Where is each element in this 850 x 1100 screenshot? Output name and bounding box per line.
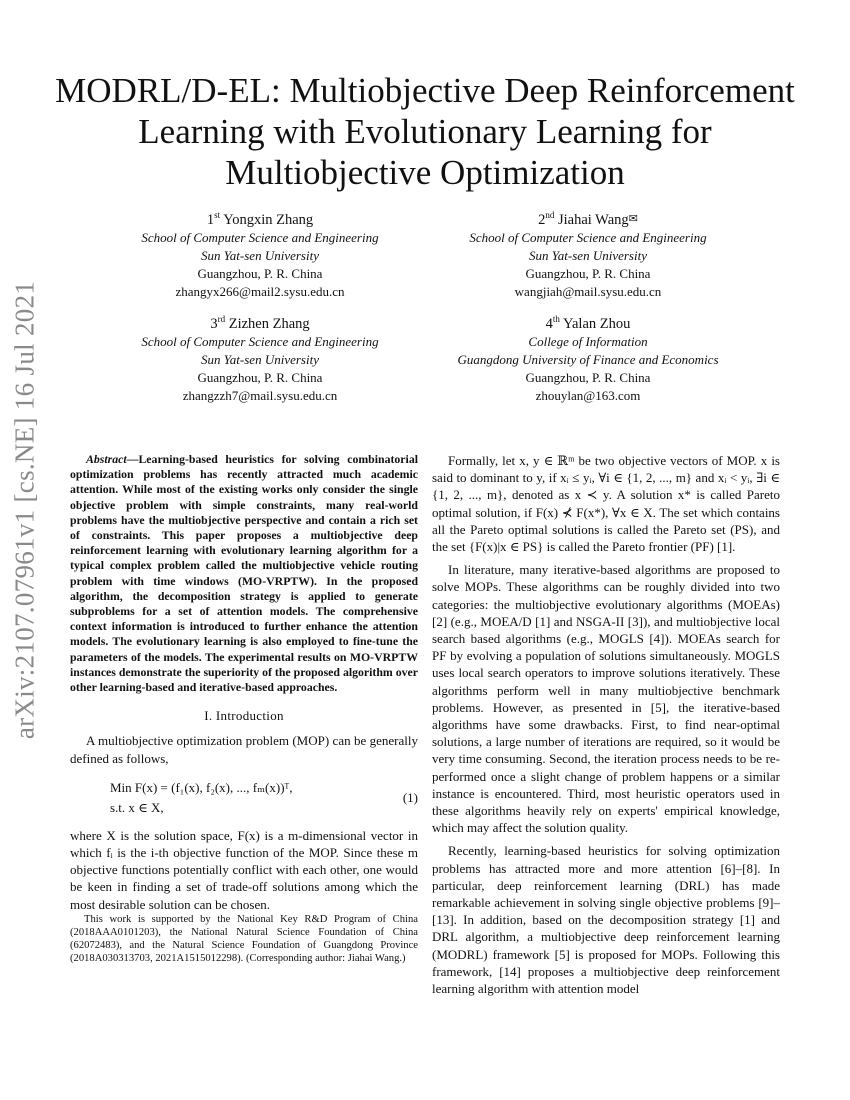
- author-block-1: 1st Yongxin Zhang School of Computer Science and Engineering Sun Yat-sen University Guangzhou, P. R. China zhangyx266@mail2.sysu.edu.cn: [90, 206, 430, 301]
- equation-number: (1): [402, 789, 418, 805]
- left-column: [70, 452, 418, 966]
- author-location: Guangzhou, P. R. China: [197, 265, 323, 281]
- author-block-2: 2nd Jiahai Wang✉ School of Computer Science and Engineering Sun Yat-sen University Guangzhou, P. R. China wangjiah@mail.sysu.edu.cn: [418, 206, 758, 301]
- equation-line: Min F(x) = (f₁(x), f₂(x), ..., fₘ(x))ᵀ,: [110, 779, 293, 795]
- author-affiliation: Sun Yat-sen University: [529, 247, 647, 263]
- author-location: Guangzhou, P. R. China: [525, 265, 651, 281]
- author-name: Zizhen Zhang: [228, 315, 310, 332]
- author-email: wangjiah@mail.sysu.edu.cn: [514, 283, 662, 299]
- author-affiliation: Sun Yat-sen University: [201, 351, 319, 367]
- author-block-4: 4th Yalan Zhou College of Information Guangdong University of Finance and Economics Guangzhou, P. R. China zhouylan@163.com: [418, 310, 758, 405]
- body-paragraph: Recently, learning-based heuristics for solving optimization problems has attracted more and more attention [6]–[8]. In particular, deep reinforcement learning (DRL) has made remarkable achievement in solving single objective problems [9]–[13]. In addition, based on the decomposition strategy [1] and DRL algorithm, a multiobjective deep reinforcement learning (MODRL) framework [5] is proposed for MOPs. Following this framework, [14] proposes a multiobjective deep reinforcement learning algorithm with attention model: [432, 843, 780, 997]
- arxiv-sidebar-stamp: [2, 280, 48, 740]
- right-column: [432, 452, 780, 997]
- abstract-label: Abstract: [86, 452, 127, 466]
- equation-1: [70, 775, 418, 821]
- author-location: Guangzhou, P. R. China: [197, 369, 323, 385]
- author-email: zhangzzh7@mail.sysu.edu.cn: [182, 387, 338, 403]
- body-paragraph: In literature, many iterative-based algorithms are proposed to solve MOPs. These algorithms can be roughly divided into two categories: the multiobjective evolutionary algorithms (MOEAs) [2] (e.g., MOEA/D [1] and NSGA-II [3]), and multiobjective local search based algorithms (e.g., MOGLS [4]). MOEAs search for PF by evolving a population of solutions simultaneously. MOGLS uses local search operators to improve solutions iteratively. These algorithms perform well in many multiobjective benchmark problems. However, as presented in [5], the iterative-based algorithms have some drawbacks. First, to find near-optimal solutions, a large number of iterations are required, so it would be very time consuming. Second, the iteration process needs to be re-performed once a slight change of problem happens or a similar instance is encountered. Third, most heuristic operators used in these algorithms heavily rely on experts' empirical knowledge, which may affect the solution quality.: [432, 562, 780, 836]
- author-affiliation: Guangdong University of Finance and Economics: [457, 351, 719, 367]
- author-affiliation: College of Information: [528, 333, 648, 349]
- author-block-3: 3rd Zizhen Zhang School of Computer Science and Engineering Sun Yat-sen University Guangzhou, P. R. China zhangzzh7@mail.sysu.edu.cn: [90, 310, 430, 405]
- author-affiliation: School of Computer Science and Engineering: [469, 229, 707, 245]
- section-heading: I. Introduction: [204, 708, 284, 724]
- author-affiliation: School of Computer Science and Engineering: [141, 333, 379, 349]
- funding-footnote: This work is supported by the National Key R&D Program of China (2018AAA0101203), the National Natural Science Foundation of China (62072483), and the Natural Science Foundation of Guangdong Province (2018A030313703, 2021A1515012298). (Corresponding author: Jiahai Wang.): [70, 913, 418, 965]
- abstract: [70, 452, 418, 695]
- arxiv-id: arXiv:2107.07961v1 [cs.NE] 16 Jul 2021: [9, 280, 40, 740]
- paper-title: MODRL/D-EL: Multiobjective Deep Reinforcement Learning with Evolutionary Learning for Multiobjective Optimization: [55, 71, 795, 192]
- author-affiliation: School of Computer Science and Engineering: [141, 229, 379, 245]
- body-paragraph: Formally, let x, y ∈ ℝᵐ be two objective vectors of MOP. x is said to dominant to y, if xᵢ ≤ yᵢ, ∀i ∈ {1, 2, ..., m} and xᵢ < yᵢ, ∃i ∈ {1, 2, ..., m}, denoted as x ≺ y. A solution x* is called Pareto optimal solution, if F(x) ⊀ F(x*), ∀x ∈ X. The set which contains all the Pareto optimal solutions is called the Pareto set (PS), and the set {F(x)|x ∈ PS} is called the Pareto frontier (PF) [1].: [432, 453, 780, 555]
- intro-paragraph: where X is the solution space, F(x) is a m-dimensional vector in which fᵢ is the i-th objective function of the MOP. Since these m objective functions potentially conflict with each other, one would be keen in finding a set of trade-off solutions among which the most desirable solution can be chosen.: [70, 827, 418, 912]
- author-name: Jiahai Wang: [558, 211, 629, 228]
- author-location: Guangzhou, P. R. China: [525, 369, 651, 385]
- author-name: Yongxin Zhang: [223, 211, 314, 228]
- corresponding-mail-icon: ✉: [628, 212, 638, 225]
- author-email: zhangyx266@mail2.sysu.edu.cn: [175, 283, 345, 299]
- abstract-text: —Learning-based heuristics for solving combinatorial optimization problems has recently attracted much academic attention. While most of the existing works only consider the single objective problem with simple constraints, many real-world problems have the multiobjective perspective and contain a rich set of constraints. This paper proposes a multiobjective deep reinforcement learning with evolutionary learning algorithm for a typical complex problem called the multiobjective vehicle routing problem with time windows (MO-VRPTW). In the proposed algorithm, the decomposition strategy is applied to generate subproblems for a set of attention models. The comprehensive context information is introduced to further enhance the attention models. The evolutionary learning is also employed to fine-tune the parameters of the models. The experimental results on MO-VRPTW instances demonstrate the superiority of the proposed algorithm over other learning-based and iterative-based approaches.: [70, 452, 418, 695]
- author-affiliation: Sun Yat-sen University: [201, 247, 319, 263]
- intro-paragraph: A multiobjective optimization problem (MOP) can be generally defined as follows,: [70, 733, 418, 766]
- author-name: Yalan Zhou: [562, 315, 631, 332]
- author-email: zhouylan@163.com: [535, 387, 641, 403]
- equation-line: s.t. x ∈ X,: [110, 799, 164, 815]
